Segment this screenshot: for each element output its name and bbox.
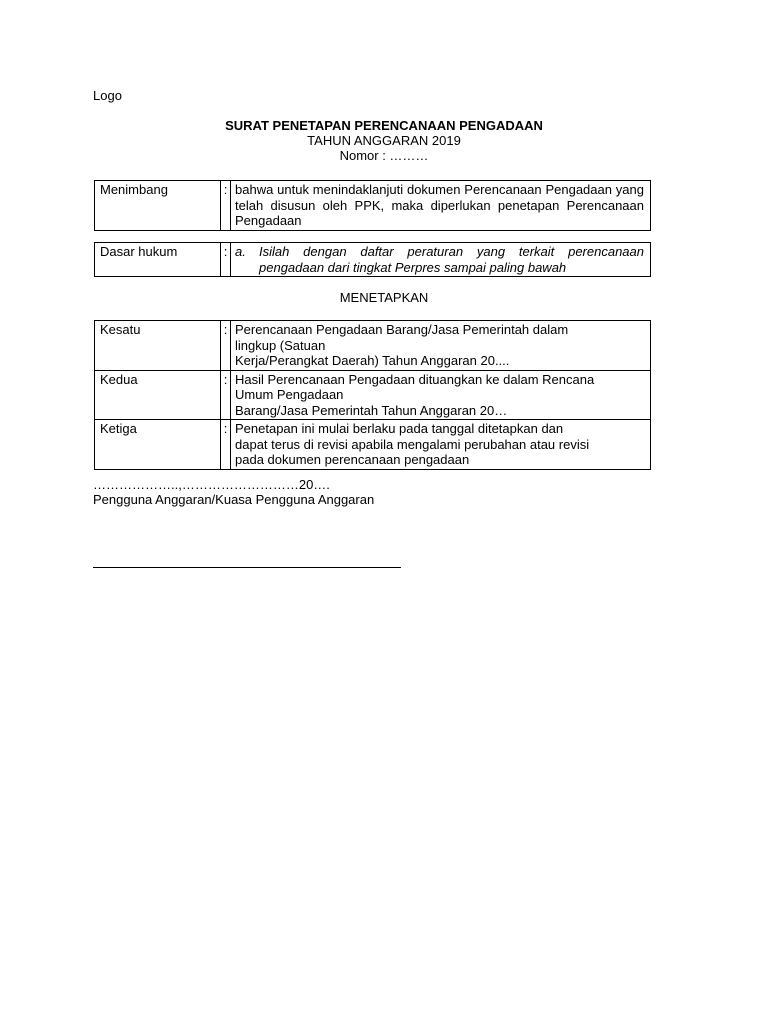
- decision-text-line: Hasil Perencanaan Pengadaan dituangkan ke dalam Rencana: [235, 371, 595, 387]
- decision-text: [231, 420, 651, 470]
- decision-text-line: Penetapan ini mulai berlaku pada tanggal ditetapkan dan: [235, 421, 564, 436]
- dasar-hukum-table: [94, 242, 651, 277]
- document-number-line: Nomor : ………: [339, 148, 429, 163]
- dasar-hukum-item-marker: a.: [235, 244, 246, 259]
- menimbang-row: [95, 181, 651, 231]
- decision-text-line: pada dokumen perencanaan pengadaan: [235, 452, 470, 467]
- decision-label: Kedua: [95, 370, 221, 420]
- menimbang-colon: :: [221, 181, 231, 231]
- menimbang-text: bahwa untuk menindaklanjuti dokumen Perencanaan Pengadaan yang telah disusun oleh PPK, maka diperlukan penetapan Perencanaan Pengadaan: [231, 181, 651, 231]
- dasar-hukum-item-text: Isilah dengan daftar peraturan yang terkait perencanaan pengadaan dari tingkat Perpres sampai paling bawah: [259, 244, 644, 275]
- decision-text-line: lingkup (Satuan: [235, 337, 326, 353]
- decision-colon: :: [221, 370, 231, 420]
- decision-label: Ketiga: [95, 420, 221, 470]
- decision-row-kesatu: [95, 321, 651, 371]
- dasar-hukum-item: [235, 244, 644, 275]
- decision-text-line: Kerja/Perangkat Daerah) Tahun Anggaran 20....: [235, 353, 510, 368]
- menimbang-label: Menimbang: [95, 181, 221, 231]
- dasar-hukum-colon: :: [221, 243, 231, 277]
- logo-placeholder: Logo: [93, 88, 122, 103]
- decision-text: [231, 321, 651, 371]
- signature-line: [93, 567, 401, 568]
- menimbang-table: [94, 180, 651, 231]
- decision-colon: :: [221, 420, 231, 470]
- fiscal-year-line: TAHUN ANGGARAN 2019: [307, 133, 461, 148]
- dasar-hukum-label: Dasar hukum: [95, 243, 221, 277]
- decision-row-ketiga: [95, 420, 651, 470]
- decision-label: Kesatu: [95, 321, 221, 371]
- decision-text: [231, 370, 651, 420]
- decision-colon: :: [221, 321, 231, 371]
- place-date-line: ………………..,………………………20….: [93, 477, 330, 492]
- decisions-table: [94, 320, 651, 470]
- decision-text-line: Barang/Jasa Pemerintah Tahun Anggaran 20…: [235, 402, 508, 418]
- document-title: SURAT PENETAPAN PERENCANAAN PENGADAAN: [225, 118, 543, 133]
- signer-title: Pengguna Anggaran/Kuasa Pengguna Anggaran: [93, 492, 375, 507]
- decision-text-line: Perencanaan Pengadaan Barang/Jasa Pemerintah dalam: [235, 322, 569, 337]
- decision-text-line: dapat terus di revisi apabila mengalami perubahan atau revisi: [235, 436, 590, 452]
- menetapkan-heading: MENETAPKAN: [339, 290, 429, 305]
- dasar-hukum-row: [95, 243, 651, 277]
- decision-row-kedua: [95, 370, 651, 420]
- decision-text-line: Umum Pengadaan: [235, 387, 344, 402]
- dasar-hukum-content: [231, 243, 651, 277]
